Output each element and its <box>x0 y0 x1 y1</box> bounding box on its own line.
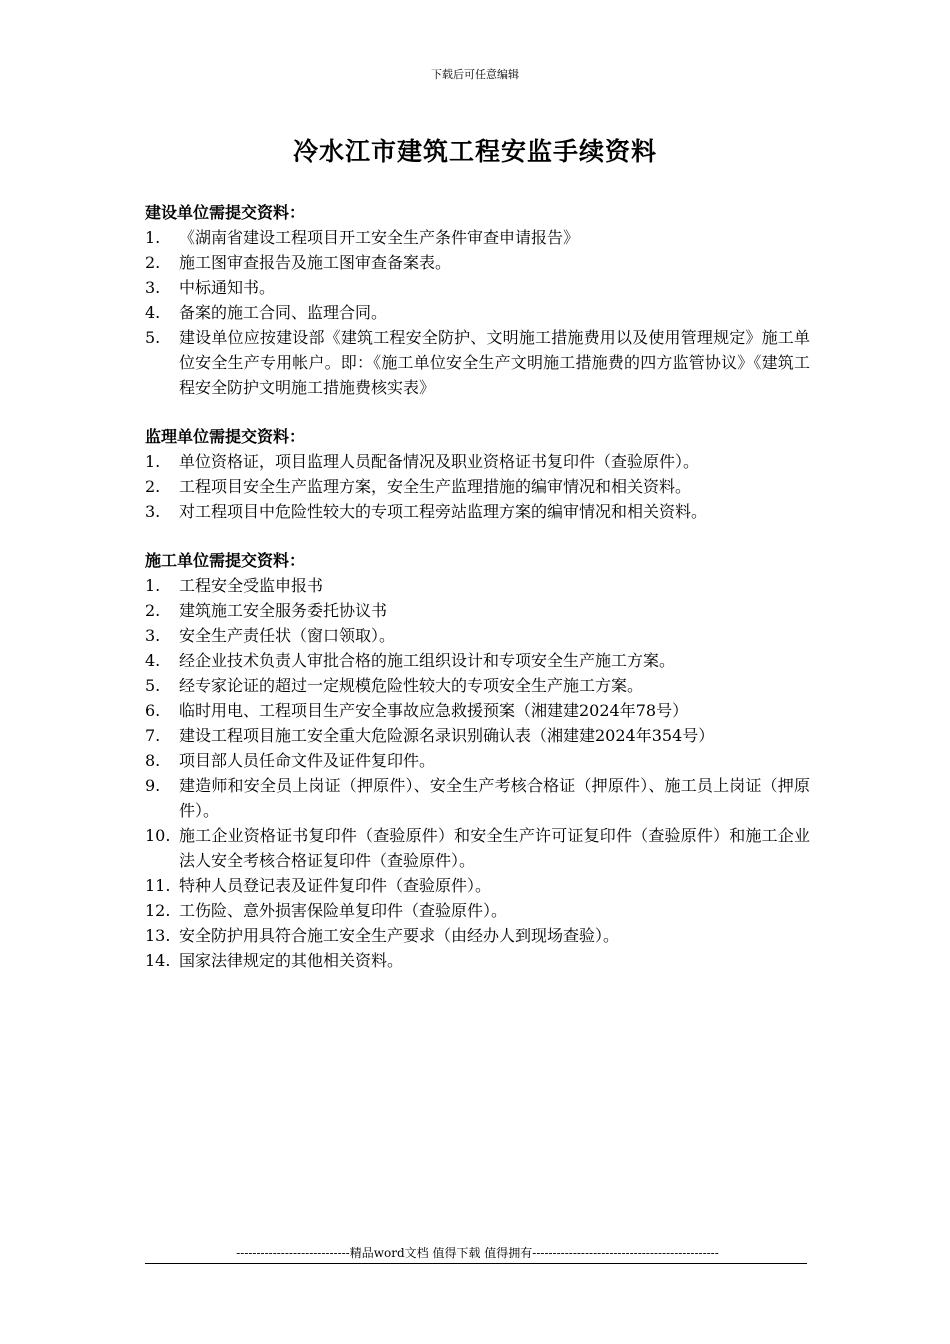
header-note: 下载后可任意编辑 <box>431 68 519 81</box>
item-number: 4. <box>145 303 161 322</box>
list-item <box>145 250 810 275</box>
requirement-list <box>145 573 810 973</box>
item-text: 建设单位应按建设部《建筑工程安全防护、文明施工措施费用以及使用管理规定》施工单位安全生产专用帐户。即：《施工单位安全生产文明施工措施费的四方监管协议》《建筑工程安全防护文明施工措施费核实表》 <box>179 328 810 397</box>
list-item <box>145 748 810 773</box>
list-item <box>145 474 810 499</box>
item-number: 4. <box>145 651 161 670</box>
item-text: 建设工程项目施工安全重大危险源名录识别确认表（湘建建2024年354号） <box>179 726 715 745</box>
section-heading: 监理单位需提交资料： <box>145 427 306 446</box>
item-text: 施工图审查报告及施工图审查备案表。 <box>179 253 452 272</box>
item-number: 8. <box>145 751 161 770</box>
item-number: 3. <box>145 278 161 297</box>
list-item <box>145 499 810 524</box>
list-item <box>145 325 810 400</box>
item-number: 12. <box>145 901 171 920</box>
section-heading: 施工单位需提交资料： <box>145 551 306 570</box>
item-number: 13. <box>145 926 171 945</box>
item-text: 建造师和安全员上岗证（押原件）、安全生产考核合格证（押原件）、施工员上岗证（押原件）。 <box>179 776 810 820</box>
list-item <box>145 723 810 748</box>
section-heading: 建设单位需提交资料： <box>145 203 306 222</box>
item-text: 《湖南省建设工程项目开工安全生产条件审查申请报告》 <box>179 228 580 247</box>
item-text: 工程安全受监申报书 <box>179 576 324 595</box>
list-item <box>145 673 810 698</box>
list-item <box>145 300 810 325</box>
list-item <box>145 623 810 648</box>
item-number: 3. <box>145 626 161 645</box>
footer-text: ----------------------------精品word文档 值得下载 值得拥有---------------------------------------------- <box>236 1246 719 1260</box>
item-text: 安全防护用具符合施工安全生产要求（由经办人到现场查验）。 <box>179 926 620 945</box>
list-item <box>145 698 810 723</box>
item-number: 11. <box>145 876 171 895</box>
requirement-list <box>145 225 810 400</box>
item-text: 临时用电、工程项目生产安全事故应急救援预案（湘建建2024年78号） <box>179 701 689 720</box>
section-construction-unit <box>145 200 810 400</box>
item-number: 9. <box>145 776 161 795</box>
item-text: 中标通知书。 <box>179 278 276 297</box>
item-text: 项目部人员任命文件及证件复印件。 <box>179 751 436 770</box>
section-contractor-unit <box>145 548 810 973</box>
requirement-list <box>145 449 810 524</box>
list-item <box>145 948 810 973</box>
list-item <box>145 573 810 598</box>
list-item <box>145 225 810 250</box>
footer-divider <box>145 1263 807 1264</box>
item-text: 对工程项目中危险性较大的专项工程旁站监理方案的编审情况和相关资料。 <box>179 502 708 521</box>
item-number: 3. <box>145 502 161 521</box>
item-number: 5. <box>145 676 161 695</box>
item-number: 7. <box>145 726 161 745</box>
list-item <box>145 275 810 300</box>
list-item <box>145 823 810 873</box>
item-text: 经企业技术负责人审批合格的施工组织设计和专项安全生产施工方案。 <box>179 651 676 670</box>
item-number: 2. <box>145 253 161 272</box>
item-number: 1. <box>145 576 161 595</box>
list-item <box>145 449 810 474</box>
item-number: 2. <box>145 601 161 620</box>
list-item <box>145 898 810 923</box>
item-number: 14. <box>145 951 171 970</box>
item-text: 安全生产责任状（窗口领取）。 <box>179 626 396 645</box>
item-text: 经专家论证的超过一定规模危险性较大的专项安全生产施工方案。 <box>179 676 644 695</box>
document-title: 冷水江市建筑工程安监手续资料 <box>292 137 657 166</box>
item-text: 工程项目安全生产监理方案，安全生产监理措施的编审情况和相关资料。 <box>179 477 692 496</box>
item-number: 5. <box>145 328 161 347</box>
item-number: 1. <box>145 228 161 247</box>
item-text: 特种人员登记表及证件复印件（查验原件）。 <box>179 876 492 895</box>
item-text: 施工企业资格证书复印件（查验原件）和安全生产许可证复印件（查验原件）和施工企业法人安全考核合格证复印件（查验原件）。 <box>179 826 810 870</box>
item-text: 单位资格证，项目监理人员配备情况及职业资格证书复印件（查验原件）。 <box>179 452 700 471</box>
item-number: 10. <box>145 826 171 845</box>
item-number: 6. <box>145 701 161 720</box>
section-supervision-unit <box>145 424 810 524</box>
list-item <box>145 773 810 823</box>
list-item <box>145 598 810 623</box>
item-text: 备案的施工合同、监理合同。 <box>179 303 388 322</box>
item-number: 1. <box>145 452 161 471</box>
item-number: 2. <box>145 477 161 496</box>
list-item <box>145 648 810 673</box>
item-text: 国家法律规定的其他相关资料。 <box>179 951 404 970</box>
item-text: 工伤险、意外损害保险单复印件（查验原件）。 <box>179 901 508 920</box>
document-body <box>145 200 810 997</box>
list-item <box>145 923 810 948</box>
list-item <box>145 873 810 898</box>
item-text: 建筑施工安全服务委托协议书 <box>179 601 388 620</box>
